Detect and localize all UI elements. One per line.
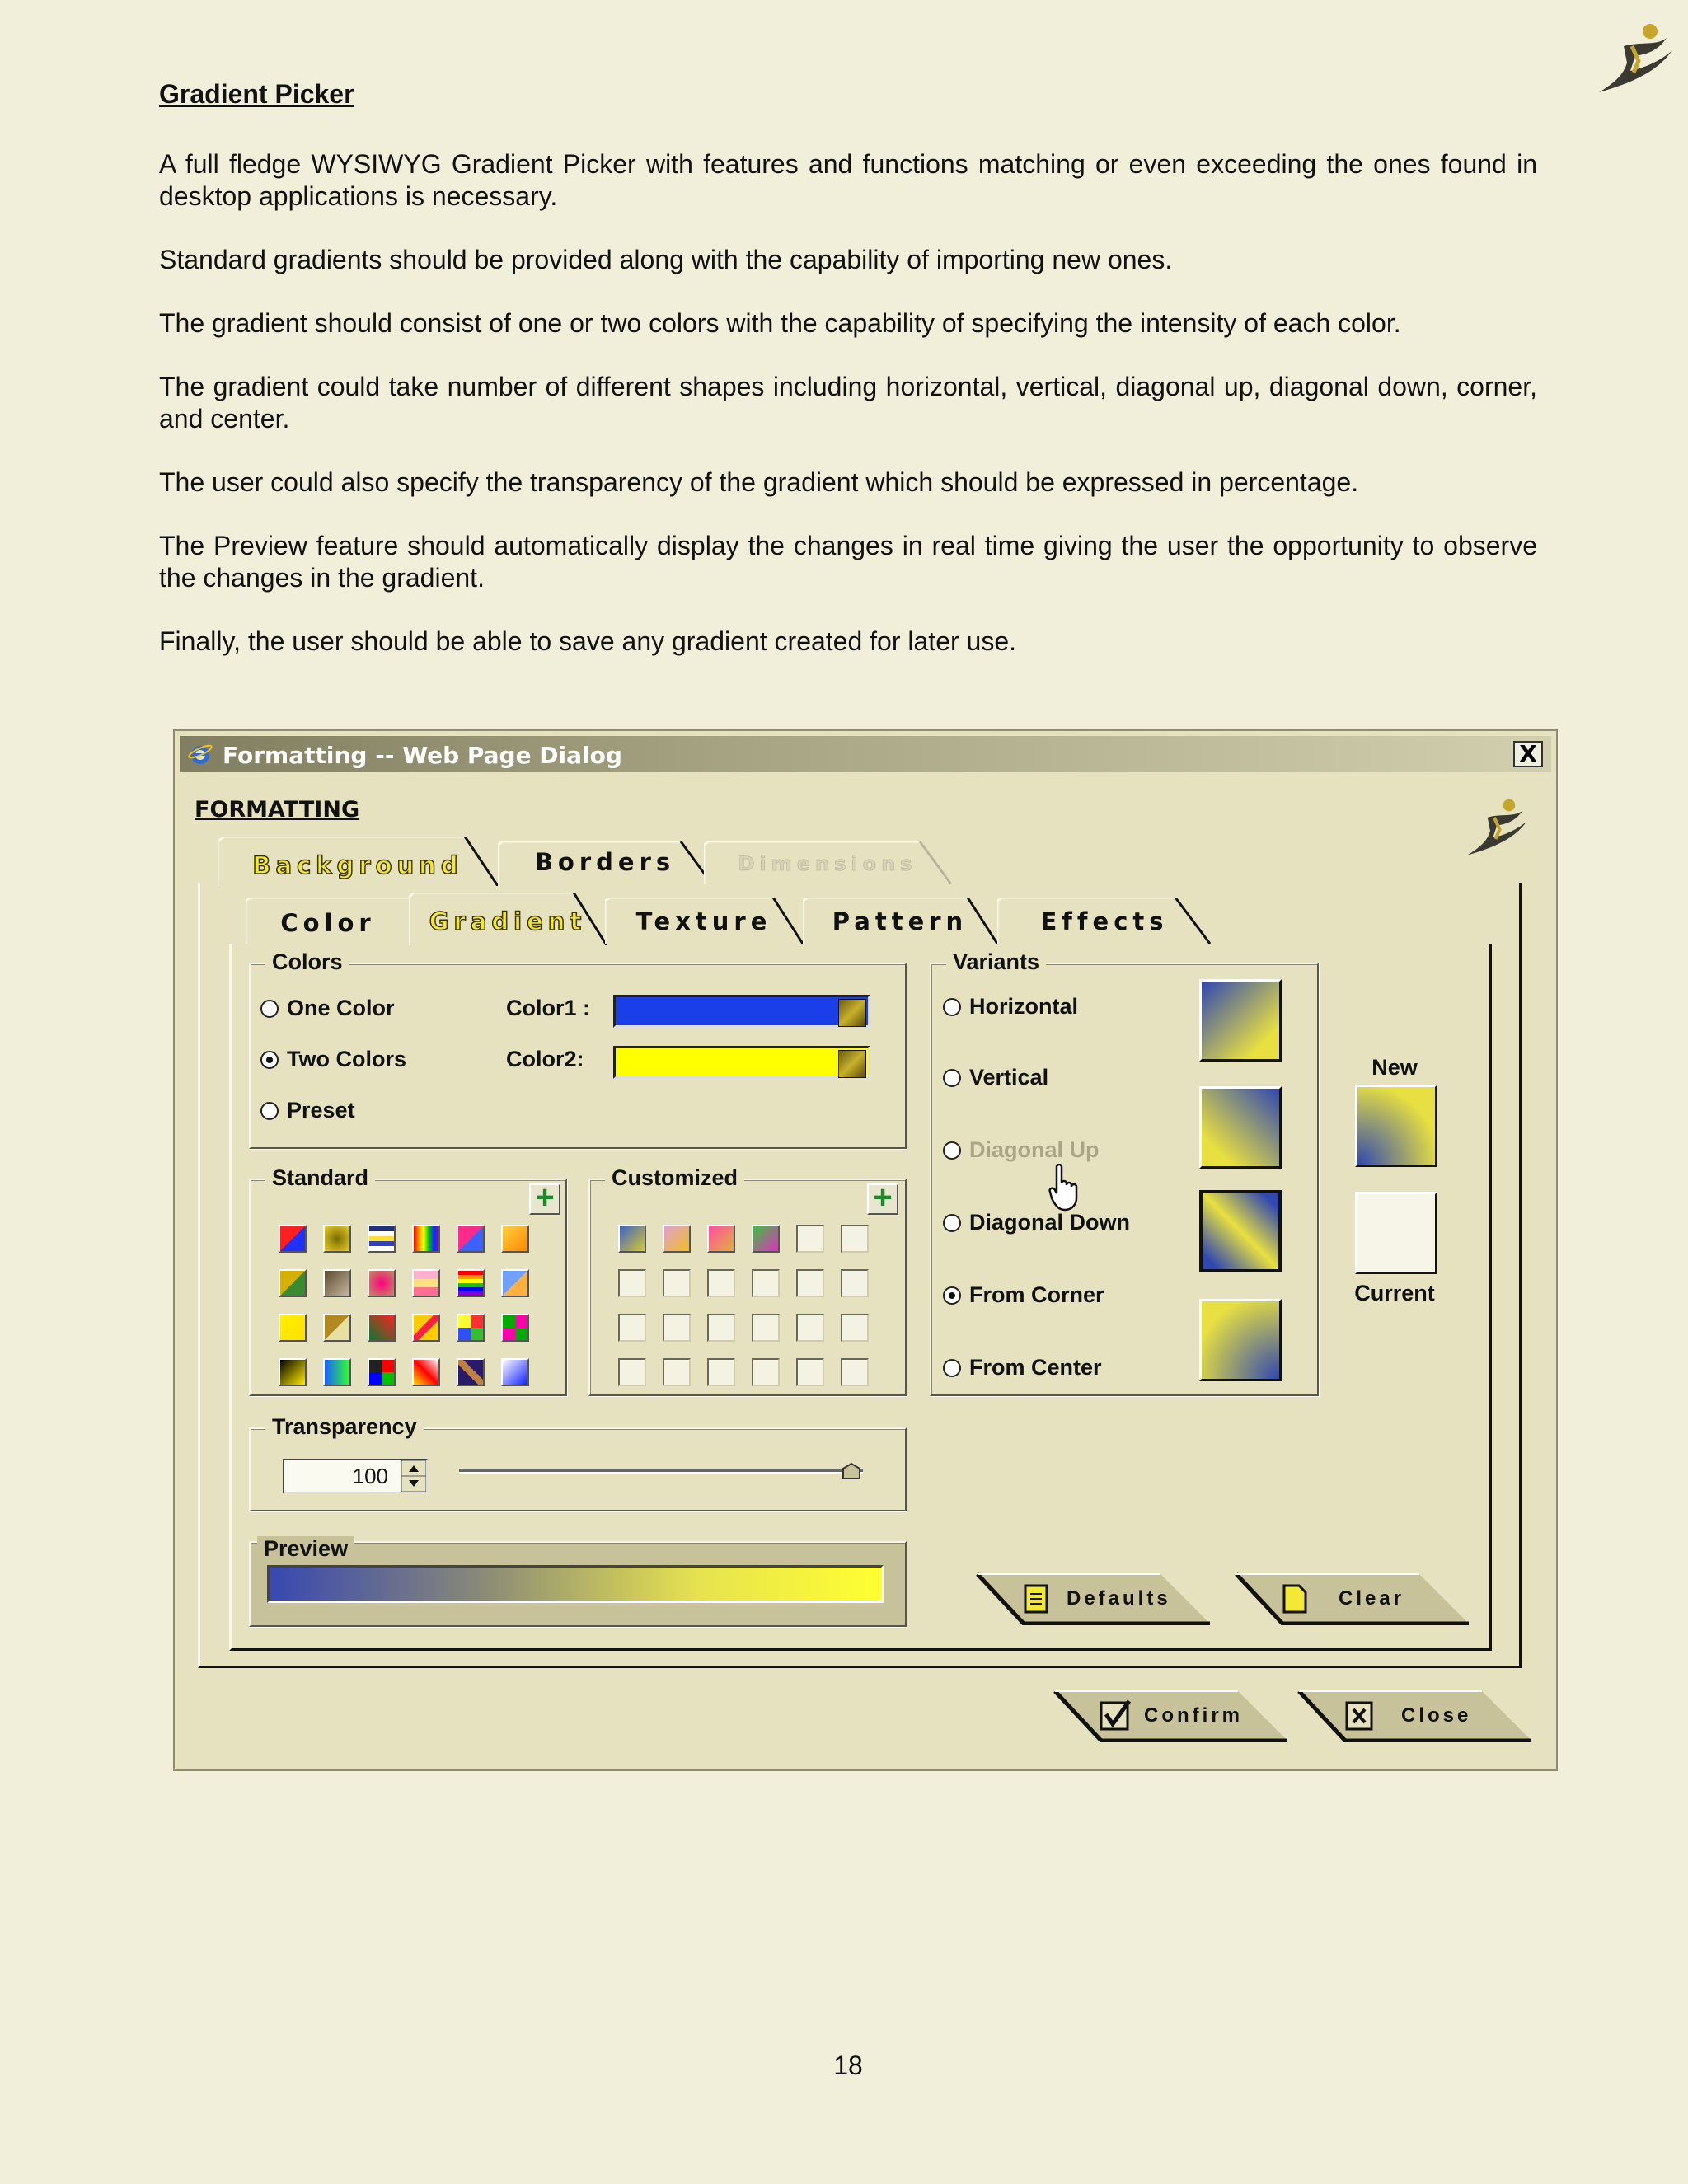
clear-page-icon <box>1281 1582 1311 1615</box>
color2-picker-icon[interactable] <box>838 1050 866 1078</box>
preview-group-label: Preview <box>257 1536 354 1562</box>
transparency-slider-thumb[interactable] <box>842 1462 861 1480</box>
customized-swatch-grid <box>618 1225 869 1386</box>
variant-thumbnail[interactable] <box>1199 1299 1282 1381</box>
custom-swatch-empty[interactable] <box>618 1358 646 1386</box>
tab-gradient[interactable] <box>409 893 607 945</box>
standard-swatch[interactable] <box>412 1358 440 1386</box>
custom-swatch-empty[interactable] <box>752 1269 780 1297</box>
internet-explorer-icon <box>188 742 213 766</box>
tab-dimensions <box>704 841 951 884</box>
transparency-slider-track[interactable] <box>459 1469 863 1474</box>
tab-borders[interactable] <box>498 841 712 884</box>
confirm-button-label: Confirm <box>1144 1704 1243 1727</box>
variant-option-label: Diagonal Up <box>969 1137 1100 1162</box>
transparency-group-label: Transparency <box>265 1414 424 1440</box>
custom-swatch-empty[interactable] <box>663 1314 691 1342</box>
variant-option-label: Horizontal <box>969 994 1078 1019</box>
formatting-heading: FORMATTING <box>195 797 360 823</box>
standard-swatch[interactable] <box>323 1269 351 1297</box>
standard-swatch[interactable] <box>412 1225 440 1253</box>
clear-button[interactable] <box>1233 1571 1472 1625</box>
tab-background[interactable] <box>218 837 498 886</box>
current-preview-label: Current <box>1354 1281 1435 1305</box>
custom-swatch-empty[interactable] <box>796 1225 824 1253</box>
variant-option-label: From Center <box>969 1355 1102 1380</box>
radio-two-colors[interactable] <box>260 1047 406 1072</box>
add-standard-gradient-button[interactable]: + <box>529 1183 560 1215</box>
standard-swatch[interactable] <box>279 1314 307 1342</box>
variants-group-label: Variants <box>946 949 1046 975</box>
variant-radio-indicator[interactable] <box>943 1141 961 1160</box>
custom-swatch-empty[interactable] <box>618 1314 646 1342</box>
color1-swatch[interactable] <box>613 995 870 1028</box>
paragraph-1: A full fledge WYSIWYG Gradient Picker with features and functions matching or even exceeding the ones found in desktop applications is necessary. <box>159 149 1537 211</box>
variant-radio-indicator[interactable] <box>943 1214 961 1232</box>
company-logo-icon <box>1591 13 1681 96</box>
variant-radio-indicator[interactable] <box>943 1359 961 1377</box>
standard-swatch[interactable] <box>279 1358 307 1386</box>
document-title: Gradient Picker <box>159 79 354 109</box>
current-gradient-preview <box>1355 1192 1437 1274</box>
standard-swatch[interactable] <box>279 1225 307 1253</box>
checkmark-icon <box>1100 1699 1132 1732</box>
color1-label: Color1 : <box>506 996 591 1020</box>
variant-option[interactable] <box>943 1355 1102 1380</box>
tab-effects-label: Effects <box>1040 907 1169 935</box>
standard-swatch[interactable] <box>368 1225 396 1253</box>
custom-swatch-empty[interactable] <box>618 1269 646 1297</box>
custom-swatch-empty[interactable] <box>663 1358 691 1386</box>
variant-thumbnail[interactable] <box>1199 1086 1282 1169</box>
custom-swatch[interactable] <box>707 1225 735 1253</box>
custom-swatch[interactable] <box>618 1225 646 1253</box>
dialog-titlebar[interactable] <box>180 736 1551 772</box>
paragraph-7: Finally, the user should be able to save any gradient created for later use. <box>159 626 1017 656</box>
tab-color[interactable] <box>246 898 410 944</box>
defaults-icon <box>1022 1582 1052 1615</box>
tab-texture-label: Texture <box>635 907 772 935</box>
tab-effects[interactable] <box>997 898 1212 944</box>
variant-radio-indicator[interactable] <box>943 1286 961 1305</box>
defaults-button[interactable] <box>974 1571 1213 1625</box>
close-button-label: Close <box>1401 1704 1472 1727</box>
radio-preset[interactable] <box>260 1098 355 1123</box>
custom-swatch-empty[interactable] <box>707 1358 735 1386</box>
variant-option-label: From Corner <box>969 1282 1104 1307</box>
tab-gradient-label: Gradient <box>429 907 587 935</box>
custom-swatch-empty[interactable] <box>796 1269 824 1297</box>
variant-option[interactable] <box>943 994 1078 1019</box>
gradient-preview-bar <box>267 1565 884 1603</box>
custom-swatch-empty[interactable] <box>707 1314 735 1342</box>
standard-swatch[interactable] <box>501 1225 529 1253</box>
standard-swatch-grid <box>279 1225 529 1386</box>
variant-option[interactable] <box>943 1065 1048 1090</box>
color2-swatch[interactable] <box>613 1046 870 1079</box>
radio-preset-label: Preset <box>287 1098 355 1122</box>
transparency-input[interactable]: 100 <box>283 1459 428 1493</box>
standard-swatch[interactable] <box>323 1314 351 1342</box>
variant-option[interactable] <box>943 1137 1100 1163</box>
standard-swatch[interactable] <box>457 1358 485 1386</box>
paragraph-5: The user could also specify the transparency of the gradient which should be expressed in percentage. <box>159 467 1359 497</box>
radio-preset-indicator[interactable] <box>260 1102 279 1120</box>
tab-background-label: Background <box>252 851 463 879</box>
clear-button-label: Clear <box>1339 1587 1405 1610</box>
custom-swatch-empty[interactable] <box>707 1269 735 1297</box>
standard-swatch[interactable] <box>501 1269 529 1297</box>
standard-swatch[interactable] <box>501 1358 529 1386</box>
page-number: 18 <box>833 2050 863 2080</box>
standard-swatch[interactable] <box>501 1314 529 1342</box>
standard-swatch[interactable] <box>323 1358 351 1386</box>
radio-one-color-label: One Color <box>287 996 395 1020</box>
custom-swatch-empty[interactable] <box>796 1358 824 1386</box>
tab-texture[interactable] <box>605 898 803 944</box>
transparency-spinner-icon[interactable] <box>401 1460 426 1492</box>
custom-swatch[interactable] <box>752 1225 780 1253</box>
standard-swatch[interactable] <box>368 1358 396 1386</box>
color2-label: Color2: <box>506 1047 584 1071</box>
tab-color-label: Color <box>280 909 376 937</box>
tab-pattern[interactable] <box>803 898 997 944</box>
custom-swatch[interactable] <box>663 1225 691 1253</box>
paragraph-6: The Preview feature should automatically display the changes in real time giving the user the opportunity to observe the changes in the gradient. <box>159 531 1537 593</box>
standard-swatch[interactable] <box>457 1225 485 1253</box>
dialog-logo-icon <box>1461 787 1535 861</box>
new-gradient-preview <box>1355 1085 1437 1167</box>
standard-swatch[interactable] <box>457 1269 485 1297</box>
custom-swatch-empty[interactable] <box>796 1314 824 1342</box>
standard-swatch[interactable] <box>368 1269 396 1297</box>
confirm-button[interactable] <box>1052 1688 1291 1742</box>
standard-swatch[interactable] <box>457 1314 485 1342</box>
radio-one-color[interactable] <box>260 996 395 1021</box>
radio-one-color-indicator[interactable] <box>260 1000 279 1018</box>
custom-swatch-empty[interactable] <box>841 1314 869 1342</box>
close-x-icon <box>1343 1699 1376 1732</box>
variant-radio-indicator[interactable] <box>943 998 961 1016</box>
variant-thumbnail[interactable] <box>1199 979 1282 1062</box>
standard-group-label: Standard <box>265 1165 375 1191</box>
custom-swatch-empty[interactable] <box>841 1269 869 1297</box>
tab-borders-label: Borders <box>534 848 676 876</box>
standard-swatch[interactable] <box>368 1314 396 1342</box>
variant-thumbnail[interactable] <box>1199 1190 1282 1272</box>
color1-picker-icon[interactable] <box>838 999 866 1027</box>
titlebar-close-button[interactable]: X <box>1513 741 1543 767</box>
paragraph-3: The gradient should consist of one or two colors with the capability of specifying the intensity of each color. <box>159 308 1401 338</box>
paragraph-2: Standard gradients should be provided along with the capability of importing new ones. <box>159 245 1173 274</box>
dialog-title: Formatting -- Web Page Dialog <box>223 742 622 769</box>
standard-swatch[interactable] <box>412 1314 440 1342</box>
variant-radio-indicator[interactable] <box>943 1069 961 1087</box>
custom-swatch-empty[interactable] <box>752 1358 780 1386</box>
close-button[interactable] <box>1296 1688 1535 1742</box>
custom-swatch-empty[interactable] <box>752 1314 780 1342</box>
custom-swatch-empty[interactable] <box>663 1269 691 1297</box>
tab-dimensions-label: Dimensions <box>738 852 917 875</box>
standard-swatch[interactable] <box>323 1225 351 1253</box>
radio-two-colors-label: Two Colors <box>287 1047 406 1071</box>
colors-group-label: Colors <box>265 949 349 975</box>
paragraph-4: The gradient could take number of different shapes including horizontal, vertical, diagonal up, diagonal down, corner, and center. <box>159 372 1537 434</box>
custom-swatch-empty[interactable] <box>841 1225 869 1253</box>
radio-two-colors-indicator[interactable] <box>260 1051 279 1069</box>
add-custom-gradient-button[interactable]: + <box>867 1183 898 1215</box>
variant-option-label: Diagonal Down <box>969 1210 1130 1235</box>
defaults-button-label: Defaults <box>1067 1587 1171 1610</box>
hand-pointer-cursor-icon <box>1048 1164 1085 1212</box>
customized-group-label: Customized <box>605 1165 744 1191</box>
custom-swatch-empty[interactable] <box>841 1358 869 1386</box>
variant-option-label: Vertical <box>969 1065 1049 1090</box>
variant-option[interactable] <box>943 1210 1130 1235</box>
standard-swatch[interactable] <box>279 1269 307 1297</box>
tab-pattern-label: Pattern <box>832 907 968 935</box>
standard-swatch[interactable] <box>412 1269 440 1297</box>
new-preview-label: New <box>1372 1055 1418 1080</box>
variant-option[interactable] <box>943 1282 1104 1308</box>
